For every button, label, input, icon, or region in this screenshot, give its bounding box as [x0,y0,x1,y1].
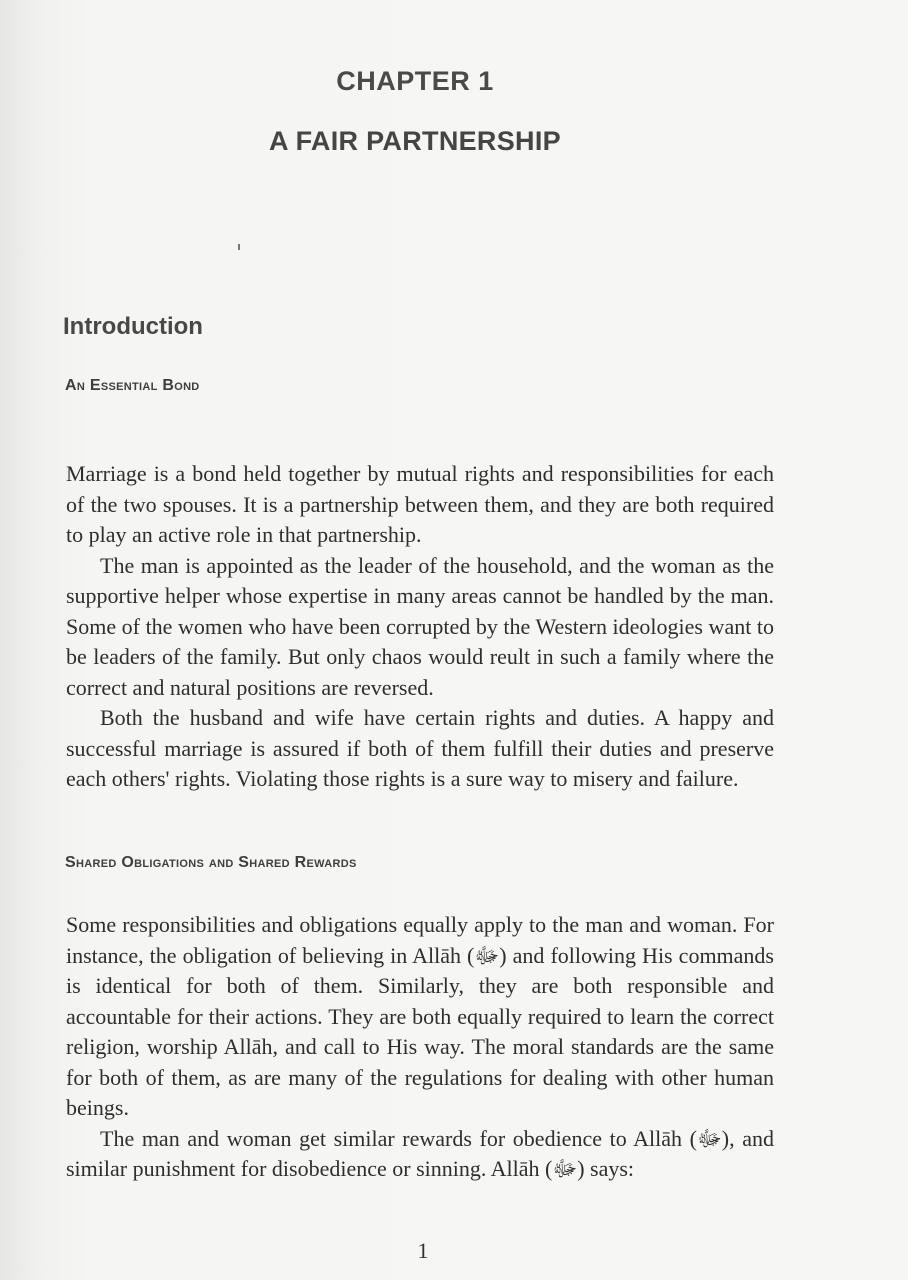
subheading-essential-bond: An Essential Bond [65,377,200,394]
chapter-title: A FAIR PARTNERSHIP [269,126,561,156]
essential-bond-text [66,459,774,795]
paragraph: Some responsibilities and obligations equally apply to the man and woman. For instance, the obligation of believing in Allāh (ﷻ) and following His commands is identical for both of them. Similarly, they are both responsible and accountable for their actions. They are both equally required to learn the correct religion, worship Allāh, and call to His way. The moral standards are the same for both of them, as are many of the regulations for dealing with other human beings. [66,912,774,1120]
shared-obligations-text [66,910,774,1185]
paragraph: The man is appointed as the leader of the household, and the woman as the supportive helper whose expertise in many areas cannot be handled by the man. Some of the women who have been corrupted by the Western ideologies want to be leaders of the family. But only chaos would reult in such a family where the correct and natural positions are reversed. [66,552,774,700]
paragraph: Both the husband and wife have certain rights and duties. A happy and successful marriage is assured if both of them fulfill their duties and preserve each others' rights. Violating those rights is a sure way to misery and failure. [66,705,774,791]
print-speck [238,244,240,250]
paragraph: The man and woman get similar rewards for obedience to Allāh (ﷻ), and similar punishment for disobedience or sinning. Allāh (ﷻ) says: [66,1125,774,1181]
section-heading: Introduction [63,313,203,340]
subheading-shared-obligations: Shared Obligations and Shared Rewards [65,854,357,871]
page-number: 1 [417,1238,429,1263]
chapter-label: CHAPTER 1 [336,66,494,96]
paragraph: Marriage is a bond held together by mutual rights and responsibilities for each of the two spouses. It is a partnership between them, and they are both required to play an active role in that partnership. [66,461,774,547]
